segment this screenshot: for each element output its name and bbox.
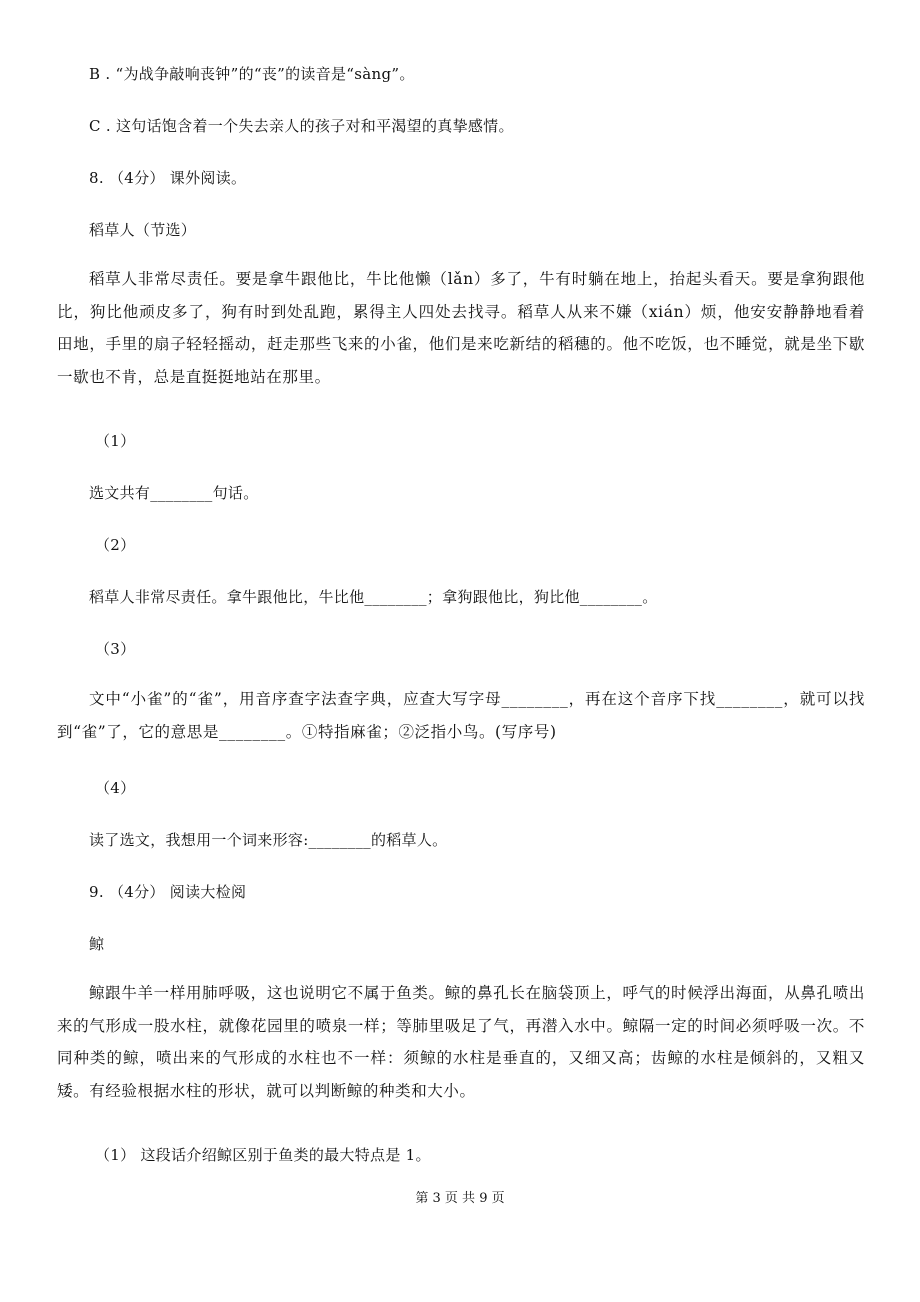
option-c: C . 这句话饱含着一个失去亲人的孩子对和平渴望的真挚感情。: [89, 117, 514, 135]
question-9-subquestion-1: （1） 这段话介绍鲸区别于鱼类的最大特点是 1。: [95, 1146, 431, 1164]
question-8-header: 8. （4分） 课外阅读。: [89, 169, 247, 187]
subquestion-2-number: （2）: [95, 536, 136, 554]
subquestion-1-text: 选文共有________句话。: [89, 484, 259, 502]
subquestion-4-number: （4）: [95, 779, 136, 797]
page-footer: 第 3 页 共 9 页: [415, 1191, 505, 1206]
passage-paragraph: 鲸跟牛羊一样用肺呼吸，这也说明它不属于鱼类。鲸的鼻孔长在脑袋顶上，呼气的时候浮出海面，从鼻孔喷出来的气形成一股水柱，就像花园里的喷泉一样；等肺里吸足了气，再潜入水中。鲸隔一定的时间必须呼吸一次。不同种类的鲸，喷出来的气形成的水柱也不一样：须鲸的水柱是垂直的，又细又高；齿鲸的水柱是倾斜的，又粗又矮。有经验根据水柱的形状，就可以判断鲸的种类和大小。: [57, 984, 865, 1100]
passage-paragraph: 稻草人非常尽责任。要是拿牛跟他比，牛比他懒（lǎn）多了，牛有时躺在地上，抬起头看天。要是拿狗跟他比，狗比他顽皮多了，狗有时到处乱跑，累得主人四处去找寻。稻草人从来不嫌（xián）烦，他安安静静地看着田地，手里的扇子轻轻摇动，赶走那些飞来的小雀，他们是来吃新结的稻穗的。他不吃饭，也不睡觉，就是坐下歇一歇也不肯，总是直挺挺地站在那里。: [57, 270, 865, 386]
passage-title: 稻草人（节选）: [89, 221, 197, 239]
subquestion-3-number: （3）: [95, 640, 136, 658]
subquestion-3-text: 文中“小雀”的“雀”，用音序查字法查字典，应查大写字母________，再在这个音序下找________，就可以找到“雀”了，它的意思是________。①特指麻雀；②泛指小鸟。(写序号): [57, 690, 865, 741]
subquestion-2-text: 稻草人非常尽责任。拿牛跟他比，牛比他________；拿狗跟他比，狗比他________。: [89, 588, 658, 606]
question-9-header: 9. （4分） 阅读大检阅: [89, 883, 247, 901]
subquestion-4-text: 读了选文，我想用一个词来形容:________的稻草人。: [89, 831, 448, 849]
option-b: B . “为战争敲响丧钟”的“丧”的读音是“sàng”。: [89, 65, 415, 83]
subquestion-1-number: （1）: [95, 432, 136, 450]
passage-title: 鲸: [89, 935, 105, 953]
